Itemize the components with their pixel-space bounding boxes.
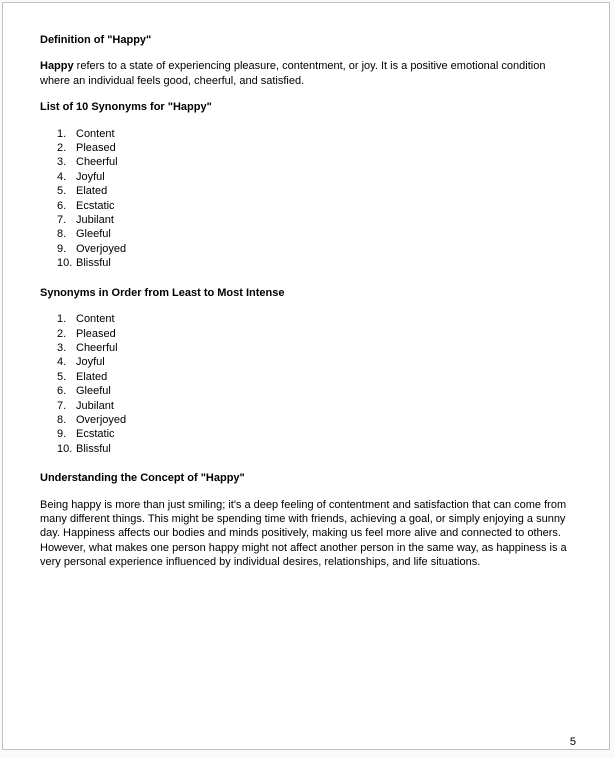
heading-synonyms-list: List of 10 Synonyms for "Happy" [40, 101, 212, 114]
list-item-label: Cheerful [76, 341, 118, 354]
list-item-label: Joyful [76, 356, 105, 369]
list-item [40, 170, 572, 184]
list-item-number: 5. [57, 370, 67, 383]
list-item [40, 341, 572, 355]
list-item [40, 184, 572, 198]
list-item-label: Blissful [76, 257, 111, 270]
list-item-label: Ecstatic [76, 199, 115, 212]
list-item-number: 1. [57, 313, 67, 326]
list-item [40, 312, 572, 326]
list-item-label: Pleased [76, 142, 116, 155]
list-item [40, 327, 572, 341]
list-item-label: Overjoyed [76, 242, 127, 255]
list-item-label: Joyful [76, 170, 105, 183]
heading-definition: Definition of "Happy" [40, 34, 152, 46]
list-item [40, 399, 572, 413]
page-number: 5 [569, 735, 576, 748]
paragraph-definition [40, 59, 572, 88]
list-item-label: Content [76, 127, 115, 140]
list-item-number: 8. [57, 228, 67, 241]
document-content [3, 3, 609, 570]
list-item-label: Blissful [76, 442, 111, 455]
list-item [40, 213, 572, 227]
paragraph-definition-body: refers to a state of experiencing pleasure, contentment, or joy. It is a positive emotional condition where an individual feels good, cheerful, and satisfied. [40, 60, 546, 87]
list-item-number: 7. [57, 214, 67, 227]
list-item-label: Overjoyed [76, 413, 127, 426]
list-item [40, 141, 572, 155]
list-item-number: 10. [57, 442, 73, 455]
paragraph-definition-lead-word: Happy [40, 60, 74, 73]
heading-understanding: Understanding the Concept of "Happy" [40, 472, 245, 485]
list-item-number: 4. [57, 356, 67, 369]
list-item-label: Jubilant [76, 214, 114, 227]
list-item-number: 6. [57, 199, 67, 212]
list-item-number: 10. [57, 257, 73, 270]
intensity-list [40, 312, 572, 456]
list-item-label: Content [76, 313, 115, 326]
list-item-number: 5. [57, 185, 67, 198]
list-item-number: 3. [57, 156, 67, 169]
document-page [2, 2, 610, 750]
list-item-number: 2. [57, 327, 67, 340]
list-item [40, 155, 572, 169]
list-item [40, 256, 572, 270]
list-item-number: 4. [57, 170, 67, 183]
list-item [40, 427, 572, 441]
list-item-number: 1. [57, 127, 67, 140]
list-item-label: Cheerful [76, 156, 118, 169]
list-item [40, 355, 572, 369]
list-item-number: 2. [57, 142, 67, 155]
paragraph-understanding: Being happy is more than just smiling; it's a deep feeling of contentment and satisfaction that can come from many different things. This might be spending time with friends, achieving a goal, or simply enjoying a sunny day. Happiness affects our bodies and minds positively, making us feel more alive and connected to others. However, what makes one person happy might not affect another person in the same way, as happiness is a very personal experience influenced by individual desires, relationships, and life situations. [40, 498, 567, 569]
heading-intensity-order: Synonyms in Order from Least to Most Intense [40, 286, 285, 299]
list-item [40, 413, 572, 427]
list-item-number: 6. [57, 385, 67, 398]
list-item [40, 199, 572, 213]
synonyms-list [40, 127, 572, 271]
list-item-number: 9. [57, 428, 67, 441]
list-item [40, 384, 572, 398]
list-item-label: Elated [76, 370, 108, 383]
list-item [40, 227, 572, 241]
list-item-label: Pleased [76, 327, 116, 340]
list-item [40, 370, 572, 384]
list-item-number: 3. [57, 341, 67, 354]
list-item-label: Gleeful [76, 228, 111, 241]
list-item-label: Ecstatic [76, 428, 115, 441]
list-item-number: 7. [57, 399, 67, 412]
list-item [40, 442, 572, 456]
list-item-label: Elated [76, 185, 108, 198]
list-item-label: Gleeful [76, 385, 111, 398]
list-item [40, 127, 572, 141]
list-item-number: 9. [57, 242, 67, 255]
list-item-number: 8. [57, 413, 67, 426]
list-item-label: Jubilant [76, 399, 114, 412]
list-item [40, 242, 572, 256]
